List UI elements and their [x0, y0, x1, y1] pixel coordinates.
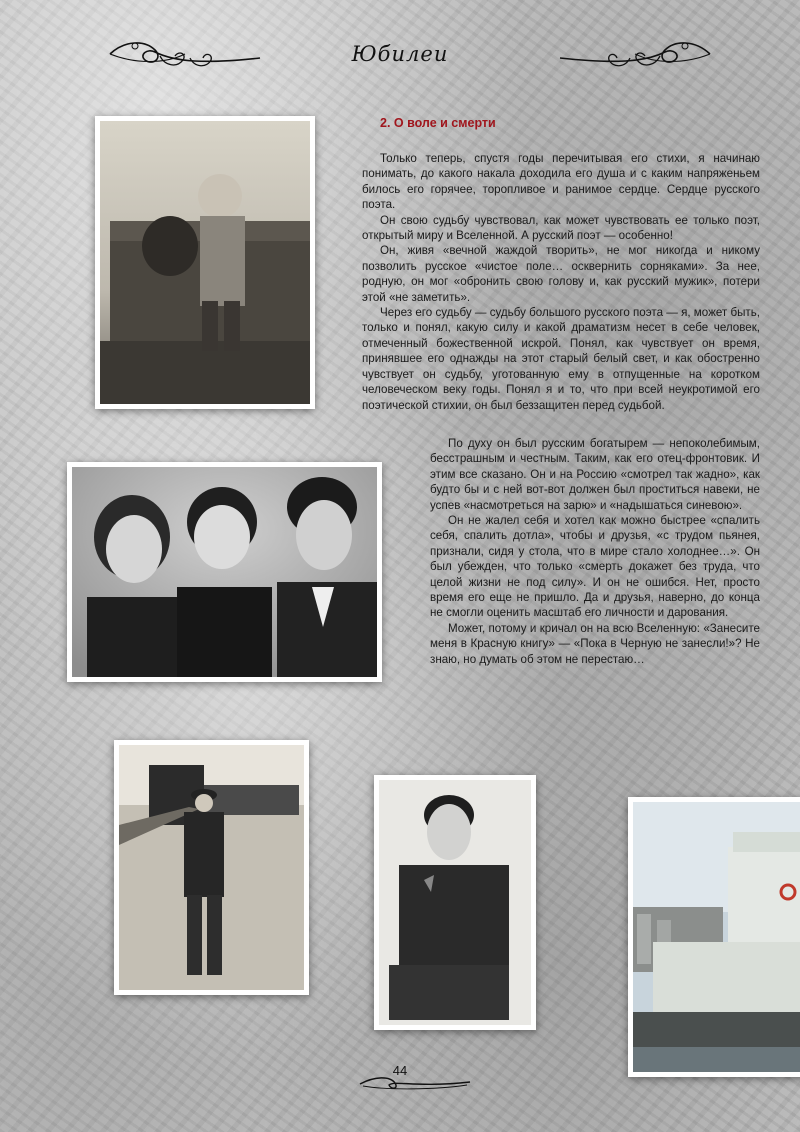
family-photo-image: [72, 467, 377, 677]
uniform-photo-image: [379, 780, 531, 1025]
paragraph: По духу он был русским богатырем — непоколебимым, бесстрашным и честным. Таким, как его отец-фронтовик. И этим все сказано. Он и на Россию «смотрел так жадно», как будто бы и с ней вот-вот должен был проститься навеки, не успев «насмотреться на зарю» и «надышаться синевою».: [430, 437, 760, 512]
page-number: 44: [392, 1063, 408, 1078]
photo-man-by-railway: [114, 740, 309, 995]
railway-photo-image: [119, 745, 304, 990]
photo-river-boat: [628, 797, 800, 1077]
page-header: [0, 28, 800, 84]
child-photo-image: [100, 121, 310, 404]
boat-photo-image: [633, 802, 800, 1072]
article-text-bottom: [430, 436, 760, 667]
paragraph: Может, потому и кричал он на всю Вселенную: «Занесите меня в Красную книгу» — «Пока в Черную не занесли!»? Не знаю, но думать об этом не перестаю…: [430, 621, 760, 666]
right-flourish-ornament: [555, 34, 715, 74]
paragraph: Через его судьбу — судьбу большого русского поэта — я, может быть, только и понял, какую силу и какой драматизм несет в себе человек, отмеченный божественной искрой. Понял, как чувствует он время, принявшее его однажды на этот старый белый свет, и как обостренно чувствует он судьбу, уготованную ему в отпущенные на коротком человеческом веку годы. Понял я и то, что при всей неукротимой его поэтической стихии, он был беззащитен перед судьбой.: [362, 306, 760, 412]
paragraph: Только теперь, спустя годы перечитывая его стихи, я начинаю понимать, до какого накала доходила его душа и с каким напряженьем билось его горячее, торопливое и ранимое сердце. Сердце русского поэта.: [362, 152, 760, 212]
photo-child-on-sofa: [95, 116, 315, 409]
paragraph: Он свою судьбу чувствовал, как может чувствовать ее только поэт, открытый миру и Вселенной. А русский поэт — особенно!: [362, 213, 760, 243]
paragraph: Он, живя «вечной жаждой творить», не мог никогда и никому позволить русское «чистое поле… осквернить сорняками». За нее, родную, он мог «обронить свою голову и, как русский мужик», потери этой «не заметить».: [362, 244, 760, 304]
footer-flourish-ornament: [355, 1074, 475, 1092]
photo-man-in-uniform: [374, 775, 536, 1030]
article-text-top: [362, 151, 760, 413]
photo-family-portrait: [67, 462, 382, 682]
section-title: 2. О воле и смерти: [380, 116, 496, 130]
header-title: Юбилеи: [351, 42, 449, 66]
paragraph: Он не жалел себя и хотел как можно быстрее «спалить себя, спалить дотла», чтобы и друзья, «с трудом пьянея, признали, сидя у стола, что в мире стало холоднее…». Он был убежден, что только «смерть докажет без труда, что целой жизни не под силу». И он не ошибся. Нет, просто время его еще не пришло. Да и друзья, наверно, до конца не смогли оценить масштаб его личности и дарования.: [430, 514, 760, 620]
